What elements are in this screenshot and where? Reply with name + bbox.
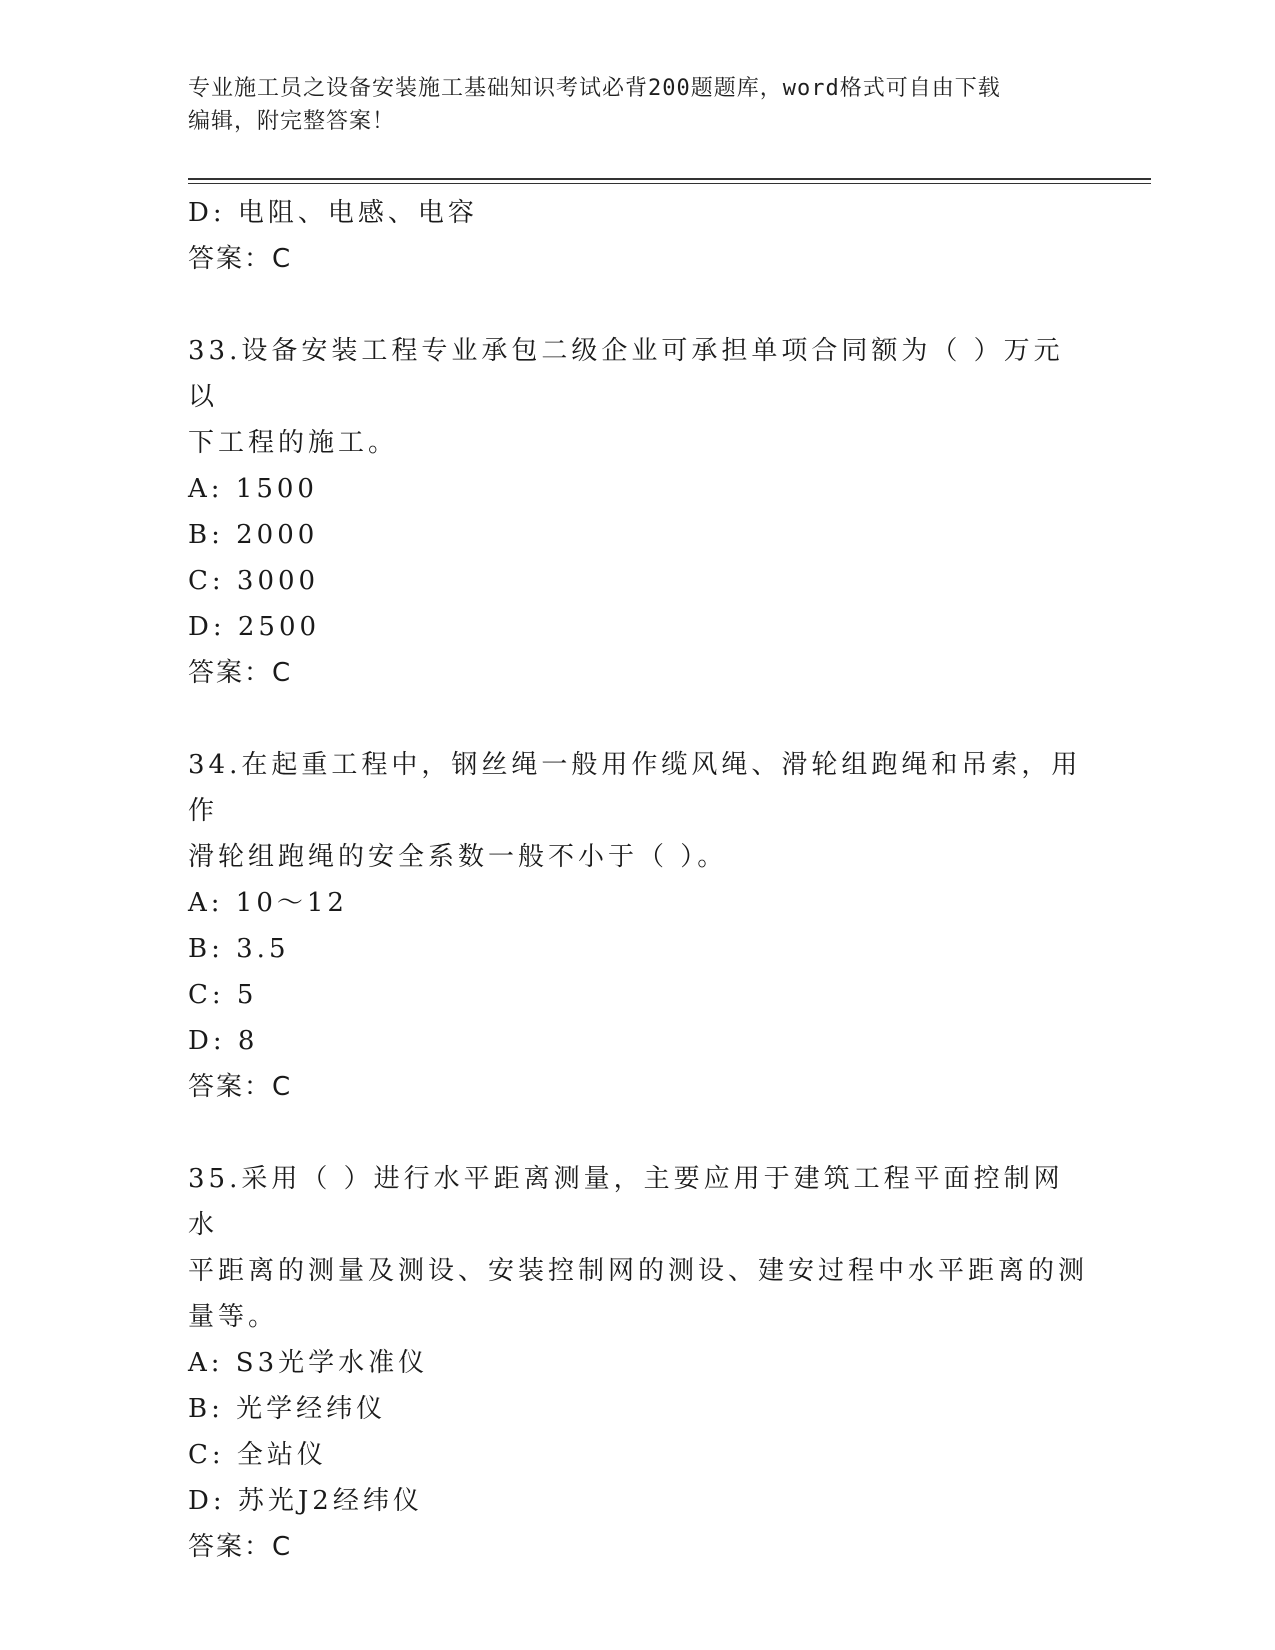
question-33-option-b: B: 2000: [188, 520, 319, 550]
question-33: [188, 328, 1088, 696]
question-35-option-c: C: 全站仪: [188, 1440, 327, 1470]
question-34-stem-line-1: 34.在起重工程中，钢丝绳一般用作缆风绳、滑轮组跑绳和吊索，用作: [188, 750, 1082, 826]
question-34-option-a: A: 10～12: [188, 888, 348, 918]
question-35-stem-line-2: 平距离的测量及测设、安装控制网的测设、建安过程中水平距离的测: [188, 1256, 1089, 1286]
header-divider-thick: [188, 178, 1151, 180]
question-34-stem: [188, 742, 1088, 880]
question-35-option-a: A: S3光学水准仪: [188, 1348, 429, 1378]
header-line-1: 专业施工员之设备安装施工基础知识考试必背200题题库，word格式可自由下载: [188, 76, 1001, 101]
question-33-option-d: D: 2500: [188, 612, 321, 642]
header-line-2: 编辑，附完整答案！: [188, 109, 396, 134]
question-33-stem-line-2: 下工程的施工。: [188, 428, 399, 458]
question-35-answer: 答案：C: [188, 1532, 293, 1562]
header-divider-thin: [188, 183, 1151, 184]
question-34-option-b: B: 3.5: [188, 934, 290, 964]
prev-answer: 答案：C: [188, 244, 293, 274]
question-33-answer: 答案：C: [188, 658, 293, 688]
question-35-stem: [188, 1156, 1088, 1340]
document-body: [188, 190, 1088, 1570]
prev-option-d: D: 电阻、电感、电容: [188, 198, 478, 228]
question-35-stem-line-1: 35.采用（ ）进行水平距离测量，主要应用于建筑工程平面控制网水: [188, 1164, 1064, 1240]
question-34-answer: 答案：C: [188, 1072, 293, 1102]
question-35-stem-line-3: 量等。: [188, 1302, 279, 1332]
question-34-option-d: D: 8: [188, 1026, 259, 1056]
question-34: [188, 742, 1088, 1110]
question-33-option-c: C: 3000: [188, 566, 320, 596]
question-35-option-b: B: 光学经纬仪: [188, 1394, 387, 1424]
question-33-stem-line-1: 33.设备安装工程专业承包二级企业可承担单项合同额为（ ）万元以: [188, 336, 1064, 412]
question-35-option-d: D: 苏光J2经纬仪: [188, 1486, 423, 1516]
question-34-stem-line-2: 滑轮组跑绳的安全系数一般不小于（ ）。: [188, 842, 728, 872]
question-34-option-c: C: 5: [188, 980, 258, 1010]
document-header: [188, 72, 1078, 138]
question-35: [188, 1156, 1088, 1570]
question-33-stem: [188, 328, 1088, 466]
question-33-option-a: A: 1500: [188, 474, 318, 504]
